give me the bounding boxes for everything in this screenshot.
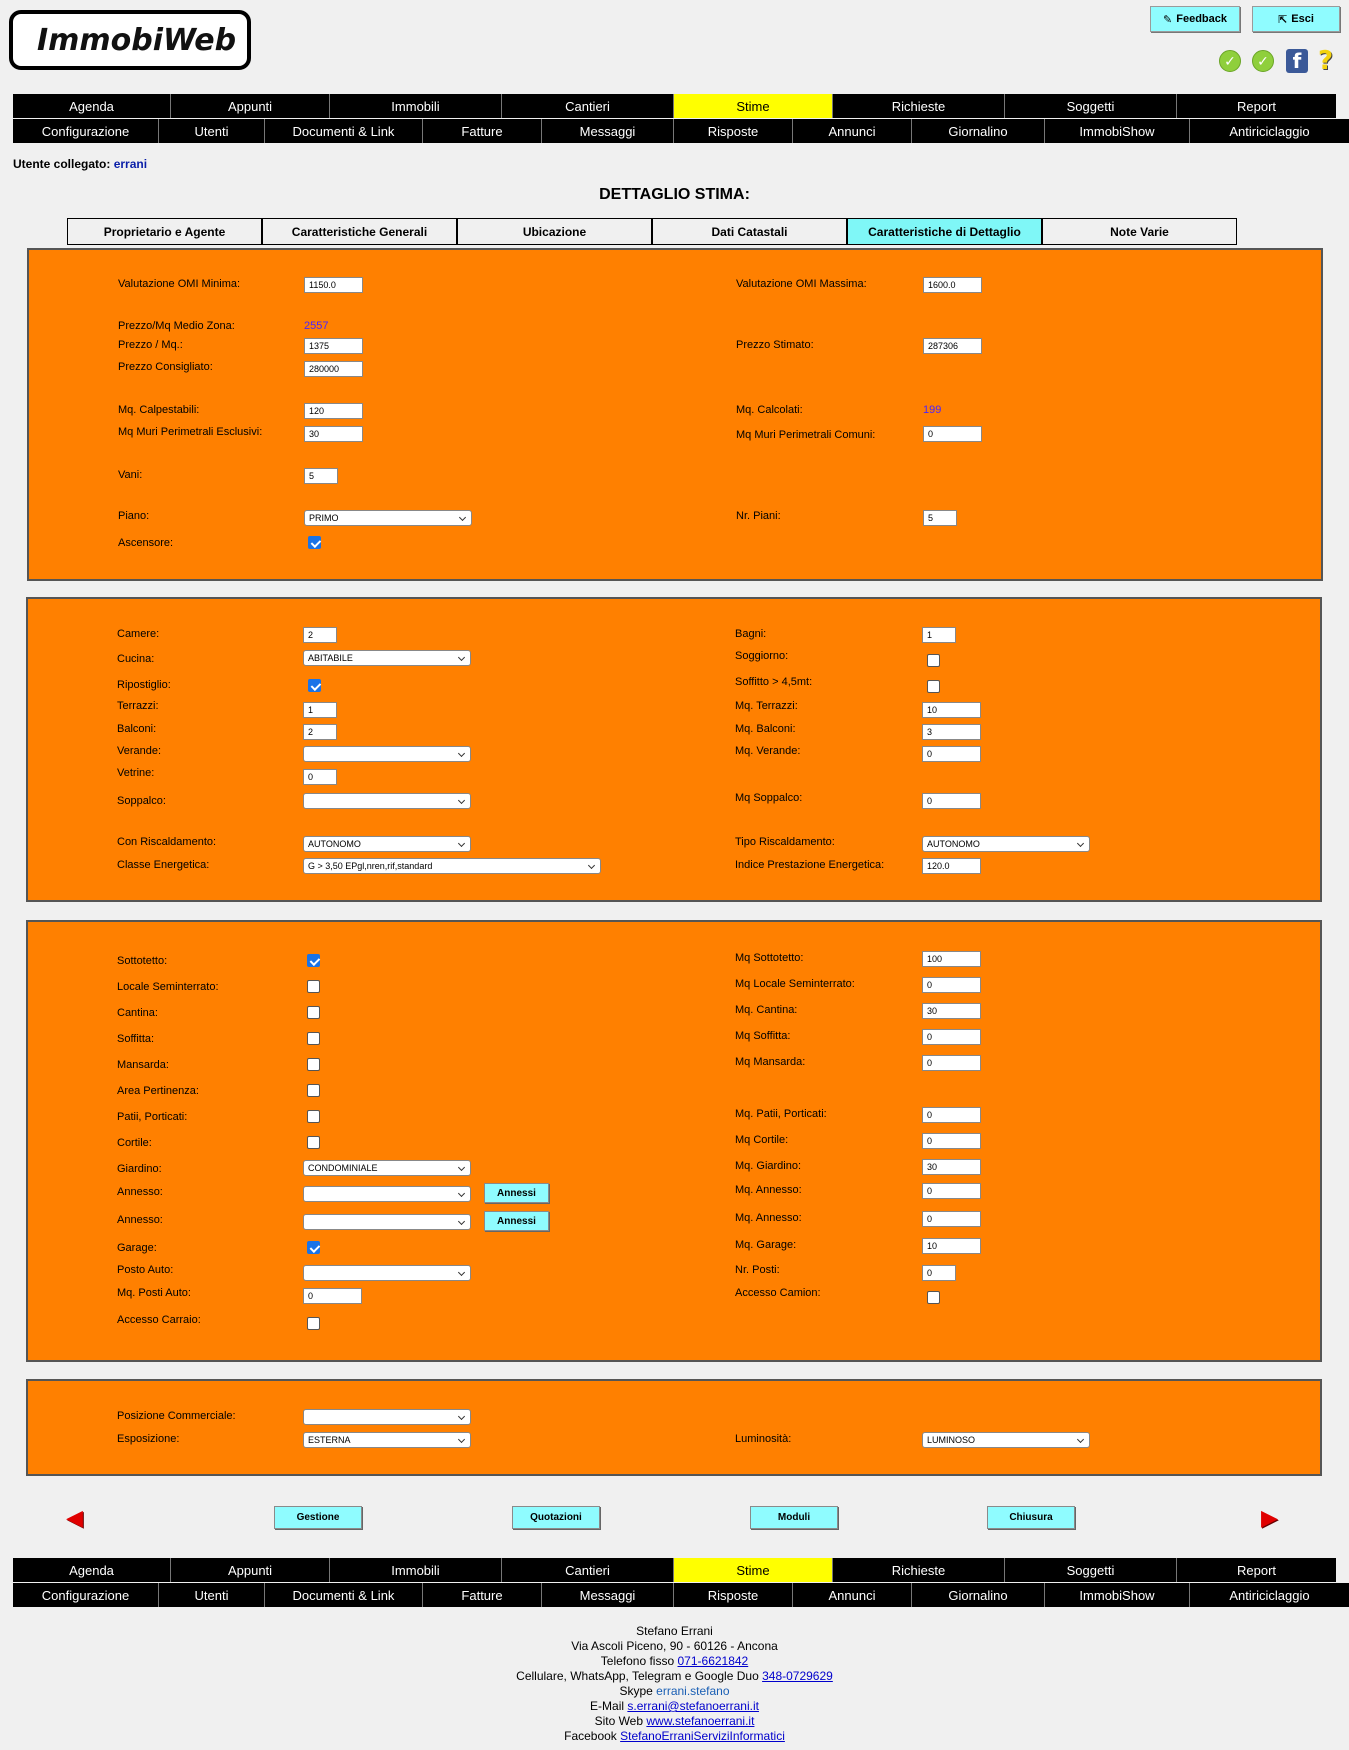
accesso-camion-label: Accesso Camion: xyxy=(735,1287,821,1299)
nav-annunci[interactable]: Annunci xyxy=(793,1583,912,1607)
mq-muri-com-label: Mq Muri Perimetrali Comuni: xyxy=(736,429,876,441)
ripostiglio-label: Ripostiglio: xyxy=(117,679,171,691)
posizione-commerciale-select[interactable] xyxy=(303,1409,471,1425)
mq-cortile-label: Mq Cortile: xyxy=(735,1134,789,1146)
cucina-label: Cucina: xyxy=(117,653,155,665)
cortile-label: Cortile: xyxy=(117,1137,152,1149)
nav-soggetti[interactable]: Soggetti xyxy=(1005,1558,1177,1582)
nr-posti-label: Nr. Posti: xyxy=(735,1264,780,1276)
feedback-label: Feedback xyxy=(1176,13,1227,25)
mq-patii-label: Mq. Patii, Porticati: xyxy=(735,1108,827,1120)
logged-user-name: errani xyxy=(113,157,148,171)
ripostiglio-checkbox[interactable] xyxy=(308,679,321,692)
mq-giardino-input[interactable]: 30 xyxy=(922,1159,981,1175)
app-logo: ImmobiWeb xyxy=(9,10,251,70)
footer-mobile-link[interactable]: 348-0729629 xyxy=(762,1669,833,1683)
nav-appunti[interactable]: Appunti xyxy=(171,1558,330,1582)
vetrine-input[interactable]: 0 xyxy=(303,769,337,785)
bagni-label: Bagni: xyxy=(735,628,767,640)
vani-input[interactable]: 5 xyxy=(304,468,338,484)
check-icon[interactable]: ✓ xyxy=(1252,50,1274,72)
verande-select[interactable] xyxy=(303,746,471,762)
ascensore-checkbox[interactable] xyxy=(308,536,321,549)
chiusura-button[interactable]: Chiusura xyxy=(987,1506,1075,1529)
posizione-commerciale-label: Posizione Commerciale: xyxy=(117,1410,236,1422)
mq-patii-input[interactable]: 0 xyxy=(922,1107,981,1123)
help-icon[interactable]: ? xyxy=(1318,46,1334,76)
cantina-checkbox[interactable] xyxy=(307,1006,320,1019)
area-pertinenza-label: Area Pertinenza: xyxy=(117,1085,199,1097)
footer-email-label: E-Mail xyxy=(590,1699,625,1713)
nav-fatture[interactable]: Fatture xyxy=(423,119,542,143)
nav-immobishow[interactable]: ImmobiShow xyxy=(1045,1583,1190,1607)
nr-posti-input[interactable]: 0 xyxy=(922,1265,956,1281)
footer-web-link[interactable]: www.stefanoerrani.it xyxy=(646,1714,755,1728)
mq-balconi-input[interactable]: 3 xyxy=(922,724,981,740)
logged-user xyxy=(13,157,147,171)
nav-risposte[interactable]: Risposte xyxy=(674,119,793,143)
mq-calpestabili-label: Mq. Calpestabili: xyxy=(118,404,200,416)
tab-dati-catastali[interactable]: Dati Catastali xyxy=(652,218,847,245)
garage-checkbox[interactable] xyxy=(307,1241,320,1254)
vani-label: Vani: xyxy=(118,469,143,481)
luminosita-select[interactable]: LUMINOSO xyxy=(922,1432,1090,1448)
mq-soffitta-label: Mq Soffitta: xyxy=(735,1030,791,1042)
mq-calpestabili-input[interactable]: 120 xyxy=(304,403,363,419)
soffitta-checkbox[interactable] xyxy=(307,1032,320,1045)
nav-risposte[interactable]: Risposte xyxy=(674,1583,793,1607)
mq-soppalco-label: Mq Soppalco: xyxy=(735,792,803,804)
soggiorno-checkbox[interactable] xyxy=(927,654,940,667)
mq-annesso1-label: Mq. Annesso: xyxy=(735,1184,802,1196)
mq-muri-escl-input[interactable]: 30 xyxy=(304,426,363,442)
footer-web-label: Sito Web xyxy=(594,1714,644,1728)
bottom-nav-row2 xyxy=(13,1583,1349,1607)
accesso-carraio-checkbox[interactable] xyxy=(307,1317,320,1330)
bagni-input[interactable]: 1 xyxy=(922,627,956,643)
nav-report[interactable]: Report xyxy=(1236,1562,1277,1578)
soffitto-checkbox[interactable] xyxy=(927,680,940,693)
footer-name: Stefano Errani xyxy=(636,1624,713,1638)
tab-proprietario[interactable]: Proprietario e Agente xyxy=(67,218,262,245)
mq-posti-auto-input[interactable]: 0 xyxy=(303,1288,362,1304)
soffitto-label: Soffitto > 4,5mt: xyxy=(735,676,813,688)
accesso-carraio-label: Accesso Carraio: xyxy=(117,1314,201,1326)
ascensore-label: Ascensore: xyxy=(118,537,174,549)
nav-messaggi[interactable]: Messaggi xyxy=(542,119,674,143)
terrazzi-input[interactable]: 1 xyxy=(303,702,337,718)
moduli-button[interactable]: Moduli xyxy=(750,1506,838,1529)
footer-facebook-link[interactable]: StefanoErraniServiziInformatici xyxy=(620,1729,785,1743)
mq-cantina-label: Mq. Cantina: xyxy=(735,1004,798,1016)
mq-soffitta-input[interactable]: 0 xyxy=(922,1029,981,1045)
patii-checkbox[interactable] xyxy=(307,1110,320,1123)
nav-richieste[interactable]: Richieste xyxy=(833,1558,1005,1582)
giardino-select[interactable]: CONDOMINIALE xyxy=(303,1160,471,1176)
tab-ubicazione[interactable]: Ubicazione xyxy=(457,218,652,245)
luminosita-label: Luminosità: xyxy=(735,1433,792,1445)
prezzo-medio-value: 2557 xyxy=(304,320,329,332)
panel-valutazione xyxy=(27,248,1323,581)
balconi-label: Balconi: xyxy=(117,723,157,735)
nav-giornalino[interactable]: Giornalino xyxy=(912,1583,1045,1607)
posto-auto-select[interactable] xyxy=(303,1265,471,1281)
footer-facebook-label: Facebook xyxy=(564,1729,617,1743)
footer-skype-label: Skype xyxy=(619,1684,653,1698)
nav-documenti[interactable]: Documenti & Link xyxy=(265,119,423,143)
nav-stime[interactable]: Stime xyxy=(674,94,833,118)
nav-agenda[interactable]: Agenda xyxy=(13,94,171,118)
nav-fatture[interactable]: Fatture xyxy=(423,1583,542,1607)
prezzo-stimato-input[interactable]: 287306 xyxy=(923,338,982,354)
main-nav-row1 xyxy=(13,94,1336,118)
prezzo-consigliato-label: Prezzo Consigliato: xyxy=(118,361,213,373)
nav-soggetti[interactable]: Soggetti xyxy=(1005,94,1177,118)
tipo-riscaldamento-label: Tipo Riscaldamento: xyxy=(735,836,835,848)
facebook-icon[interactable]: f xyxy=(1286,49,1308,73)
ipe-label: Indice Prestazione Energetica: xyxy=(735,859,885,871)
exit-icon: ⇱ xyxy=(1278,13,1288,26)
arrow-right-icon[interactable]: ▶ xyxy=(1261,1506,1278,1531)
mansarda-label: Mansarda: xyxy=(117,1059,169,1071)
nav-agenda[interactable]: Agenda xyxy=(13,1558,171,1582)
camere-input[interactable]: 2 xyxy=(303,627,337,643)
nav-annunci[interactable]: Annunci xyxy=(793,119,912,143)
feedback-icon: ✎ xyxy=(1163,13,1173,26)
sottotetto-checkbox[interactable] xyxy=(307,954,320,967)
mq-calcolati-label: Mq. Calcolati: xyxy=(736,404,803,416)
classe-energetica-select[interactable]: G > 3,50 EPgl,nren,rif,standard xyxy=(303,858,601,874)
seminterrato-checkbox[interactable] xyxy=(307,980,320,993)
mq-verande-label: Mq. Verande: xyxy=(735,745,801,757)
nav-immobili[interactable]: Immobili xyxy=(330,1558,502,1582)
soggiorno-label: Soggiorno: xyxy=(735,650,789,662)
omi-min-label: Valutazione OMI Minima: xyxy=(118,278,241,290)
area-pertinenza-checkbox[interactable] xyxy=(307,1084,320,1097)
posto-auto-label: Posto Auto: xyxy=(117,1264,174,1276)
camere-label: Camere: xyxy=(117,628,160,640)
nr-piani-label: Nr. Piani: xyxy=(736,510,781,522)
soffitta-label: Soffitta: xyxy=(117,1033,155,1045)
nav-configurazione[interactable]: Configurazione xyxy=(13,1583,159,1607)
panel-pertinenze xyxy=(26,920,1322,1362)
annessi1-button[interactable]: Annessi xyxy=(484,1183,549,1203)
footer-email-line xyxy=(0,1699,1349,1714)
balconi-input[interactable]: 2 xyxy=(303,724,337,740)
arrow-left-icon[interactable]: ◀ xyxy=(66,1506,83,1531)
soppalco-label: Soppalco: xyxy=(117,795,166,807)
mq-muri-escl-label: Mq Muri Perimetrali Esclusivi: xyxy=(118,426,263,438)
soppalco-select[interactable] xyxy=(303,793,471,809)
logged-user-label: Utente collegato: xyxy=(13,157,111,171)
nav-report[interactable]: Report xyxy=(1236,98,1277,114)
ipe-input[interactable]: 120.0 xyxy=(922,858,981,874)
footer-facebook-line xyxy=(0,1729,1349,1744)
feedback-button[interactable] xyxy=(1150,6,1240,32)
prezzo-mq-label: Prezzo / Mq.: xyxy=(118,339,183,351)
verande-label: Verande: xyxy=(117,745,162,757)
mq-annesso1-input[interactable]: 0 xyxy=(922,1183,981,1199)
mq-annesso2-input[interactable]: 0 xyxy=(922,1211,981,1227)
omi-min-input[interactable]: 1150.0 xyxy=(304,277,363,293)
footer-email-link[interactable]: s.errani@stefanoerrani.it xyxy=(627,1699,759,1713)
panel-posizione xyxy=(26,1379,1322,1476)
nav-giornalino[interactable]: Giornalino xyxy=(912,119,1045,143)
prezzo-stimato-label: Prezzo Stimato: xyxy=(736,339,814,351)
mq-garage-input[interactable]: 10 xyxy=(922,1238,981,1254)
garage-label: Garage: xyxy=(117,1242,157,1254)
exit-button[interactable] xyxy=(1252,6,1340,32)
mq-terrazzi-label: Mq. Terrazzi: xyxy=(735,700,798,712)
mq-verande-input[interactable]: 0 xyxy=(922,746,981,762)
check-icon[interactable]: ✓ xyxy=(1219,50,1241,72)
piano-select[interactable]: PRIMO xyxy=(304,510,472,526)
prezzo-medio-label: Prezzo/Mq Medio Zona: xyxy=(118,320,235,332)
footer-phone-line xyxy=(0,1654,1349,1669)
tab-caratteristiche-generali[interactable]: Caratteristiche Generali xyxy=(262,218,457,245)
piano-label: Piano: xyxy=(118,510,150,522)
nav-richieste[interactable]: Richieste xyxy=(833,94,1005,118)
tab-caratteristiche-dettaglio[interactable]: Caratteristiche di Dettaglio xyxy=(847,218,1042,245)
mq-balconi-label: Mq. Balconi: xyxy=(735,723,796,735)
annesso2-select[interactable] xyxy=(303,1214,471,1230)
panel-ambienti xyxy=(26,597,1322,902)
nav-cantieri[interactable]: Cantieri xyxy=(502,1558,674,1582)
nav-configurazione[interactable]: Configurazione xyxy=(13,119,159,143)
omi-max-input[interactable]: 1600.0 xyxy=(923,277,982,293)
prezzo-consigliato-input[interactable]: 280000 xyxy=(304,361,363,377)
omi-max-label: Valutazione OMI Massima: xyxy=(736,278,867,290)
mq-seminterrato-label: Mq Locale Seminterrato: xyxy=(735,978,855,990)
nav-immobili[interactable]: Immobili xyxy=(330,94,502,118)
nav-messaggi[interactable]: Messaggi xyxy=(542,1583,674,1607)
giardino-label: Giardino: xyxy=(117,1163,162,1175)
prezzo-mq-input[interactable]: 1375 xyxy=(304,338,363,354)
seminterrato-label: Locale Seminterrato: xyxy=(117,981,219,993)
mq-sottotetto-label: Mq Sottotetto: xyxy=(735,952,804,964)
cortile-checkbox[interactable] xyxy=(307,1136,320,1149)
vetrine-label: Vetrine: xyxy=(117,767,155,779)
annesso1-select[interactable] xyxy=(303,1186,471,1202)
mq-cortile-input[interactable]: 0 xyxy=(922,1133,981,1149)
tab-note-varie[interactable]: Note Varie xyxy=(1042,218,1237,245)
mq-giardino-label: Mq. Giardino: xyxy=(735,1160,802,1172)
footer-skype-link[interactable]: errani.stefano xyxy=(656,1684,730,1698)
quotazioni-button[interactable]: Quotazioni xyxy=(512,1506,600,1529)
footer-phone-label: Telefono fisso xyxy=(600,1654,675,1668)
footer-skype-line xyxy=(0,1684,1349,1699)
nav-stime[interactable]: Stime xyxy=(674,1558,833,1582)
sottotetto-label: Sottotetto: xyxy=(117,955,168,967)
mq-mansarda-input[interactable]: 0 xyxy=(922,1055,981,1071)
tipo-riscaldamento-select[interactable]: AUTONOMO xyxy=(922,836,1090,852)
nav-immobishow[interactable]: ImmobiShow xyxy=(1045,119,1190,143)
detail-tabs xyxy=(67,218,1237,245)
annesso2-label: Annesso: xyxy=(117,1214,163,1226)
nav-cantieri[interactable]: Cantieri xyxy=(502,94,674,118)
cantina-label: Cantina: xyxy=(117,1007,158,1019)
footer-address: Via Ascoli Piceno, 90 - 60126 - Ancona xyxy=(571,1639,778,1653)
classe-energetica-label: Classe Energetica: xyxy=(117,859,210,871)
mq-sottotetto-input[interactable]: 100 xyxy=(922,951,981,967)
esposizione-label: Esposizione: xyxy=(117,1433,180,1445)
mq-muri-com-input[interactable]: 0 xyxy=(923,426,982,442)
nav-appunti[interactable]: Appunti xyxy=(171,94,330,118)
mansarda-checkbox[interactable] xyxy=(307,1058,320,1071)
nr-piani-input[interactable]: 5 xyxy=(923,510,957,526)
mq-terrazzi-input[interactable]: 10 xyxy=(922,702,981,718)
footer-contacts xyxy=(0,1624,1349,1744)
riscaldamento-select[interactable]: AUTONOMO xyxy=(303,836,471,852)
gestione-button[interactable]: Gestione xyxy=(274,1506,362,1529)
bottom-nav-row1 xyxy=(13,1558,1336,1582)
mq-cantina-input[interactable]: 30 xyxy=(922,1003,981,1019)
esposizione-select[interactable]: ESTERNA xyxy=(303,1432,471,1448)
main-nav-row2 xyxy=(13,119,1349,143)
accesso-camion-checkbox[interactable] xyxy=(927,1291,940,1304)
nav-antiriciclaggio[interactable]: Antiriciclaggio xyxy=(1229,123,1310,139)
page-title: DETTAGLIO STIMA: xyxy=(599,186,750,203)
footer-mobile-line xyxy=(0,1669,1349,1684)
mq-garage-label: Mq. Garage: xyxy=(735,1239,797,1251)
mq-seminterrato-input[interactable]: 0 xyxy=(922,977,981,993)
mq-posti-auto-label: Mq. Posti Auto: xyxy=(117,1287,191,1299)
mq-soppalco-input[interactable]: 0 xyxy=(922,793,981,809)
nav-documenti[interactable]: Documenti & Link xyxy=(265,1583,423,1607)
nav-utenti[interactable]: Utenti xyxy=(159,1583,265,1607)
annesso1-label: Annesso: xyxy=(117,1186,163,1198)
exit-label: Esci xyxy=(1291,13,1314,25)
footer-phone-link[interactable]: 071-6621842 xyxy=(677,1654,749,1668)
footer-web-line xyxy=(0,1714,1349,1729)
cucina-select[interactable]: ABITABILE xyxy=(303,650,471,666)
patii-label: Patii, Porticati: xyxy=(117,1111,188,1123)
mq-annesso2-label: Mq. Annesso: xyxy=(735,1212,802,1224)
terrazzi-label: Terrazzi: xyxy=(117,700,159,712)
nav-antiriciclaggio[interactable]: Antiriciclaggio xyxy=(1229,1587,1310,1603)
footer-mobile-label: Cellulare, WhatsApp, Telegram e Google Duo xyxy=(516,1669,759,1683)
riscaldamento-label: Con Riscaldamento: xyxy=(117,836,217,848)
mq-calcolati-value: 199 xyxy=(923,404,942,416)
nav-utenti[interactable]: Utenti xyxy=(159,119,265,143)
mq-mansarda-label: Mq Mansarda: xyxy=(735,1056,806,1068)
annessi2-button[interactable]: Annessi xyxy=(484,1211,549,1231)
